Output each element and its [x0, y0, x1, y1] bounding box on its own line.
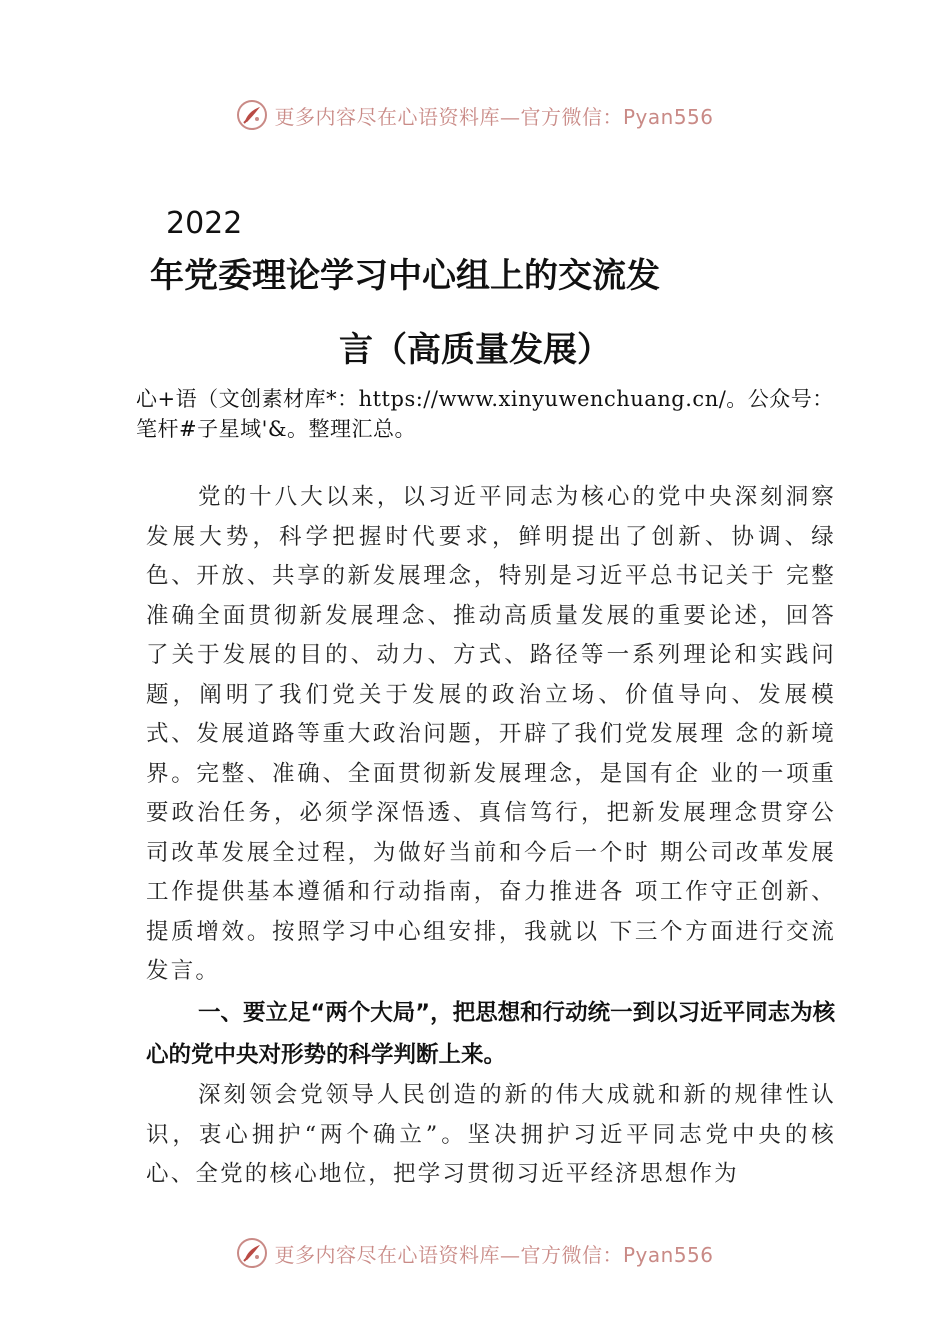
- title-year: 2022: [166, 206, 243, 241]
- body-paragraph-2: 深刻领会党领导人民创造的新的伟大成就和新的规律性认识，衷心拥护“两个确立”。坚决拥护习近平同志党中央的核心、全党的核心地位，把学习贯彻习近平经济思想作为: [146, 1082, 836, 1187]
- footer-watermark-banner: [0, 1233, 950, 1273]
- wechat-id: Pyan556: [622, 1242, 714, 1267]
- banner-text: 更多内容尽在心语资料库—官方微信：Pyan556: [274, 104, 714, 129]
- page-title-line1: 年党委理论学习中心组上的交流发: [150, 256, 660, 296]
- header-watermark-banner: [0, 95, 950, 135]
- source-note: 心+语（文创素材库*：https://www.xinyuwenchuang.cn/。公众号：笔杆#子星域'&。整理汇总。: [136, 387, 834, 441]
- body-paragraph-1: 党的十八大以来，以习近平同志为核心的党中央深刻洞察发展大势，科学把握时代要求，鲜明提出了创新、协调、绿色、开放、共享的新发展理念，特别是习近平总书记关于 完整准确全面贯彻新发展理念、推动高质量发展的重要论述，回答了关于发展的目的、动力、方式、路径等一系列理论和实践问题，阐明了我们党关于发展的政治立场、价值导向、发展模式、发展道路等重大政治问题，开辟了我们党发展理 念的新境界。完整、准确、全面贯彻新发展理念，是国有企 业的一项重要政治任务，必须学深悟透、真信笃行，把新发展理念贯穿公司改革发展全过程，为做好当前和今后一个时 期公司改革发展工作提供基本遵循和行动指南，奋力推进各 项工作守正创新、提质增效。按照学习中心组安排，我就以 下三个方面进行交流发言。: [146, 484, 836, 984]
- brush-logo-icon: [236, 1237, 268, 1269]
- wechat-id: Pyan556: [622, 104, 714, 129]
- banner-text: 更多内容尽在心语资料库—官方微信：Pyan556: [274, 1242, 714, 1267]
- page-title-line2: 言（高质量发展）: [339, 330, 611, 370]
- brush-logo-icon: [236, 99, 268, 131]
- section-heading-1: 一、要立足“两个大局”，把思想和行动统一到以习近平同志为核心的党中央对形势的科学判断上来。: [146, 1000, 836, 1068]
